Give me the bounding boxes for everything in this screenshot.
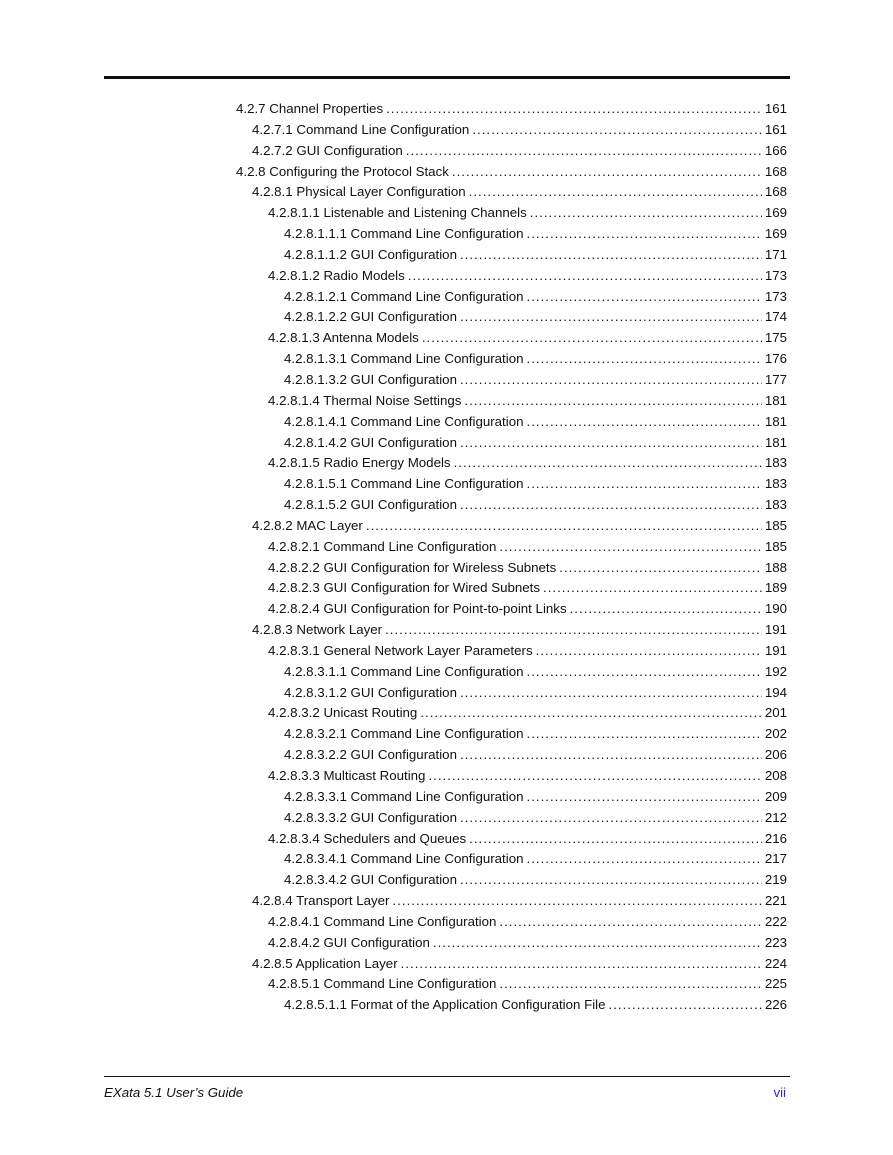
- footer-rule: [104, 1076, 790, 1077]
- toc-entry-page-number[interactable]: 189: [764, 580, 787, 596]
- toc-entry[interactable]: [236, 745, 787, 766]
- toc-entry[interactable]: [236, 870, 787, 891]
- toc-entry-title[interactable]: 4.2.8.3.4 Schedulers and Queues: [268, 830, 467, 846]
- toc-entry-page-number[interactable]: 175: [764, 330, 787, 346]
- toc-entry[interactable]: [236, 933, 787, 954]
- dot-leader: [460, 245, 762, 266]
- dot-leader: [454, 453, 762, 474]
- toc-entry-title[interactable]: 4.2.8.3.2.1 Command Line Configuration: [284, 726, 524, 742]
- toc-entry-title[interactable]: 4.2.7.2 GUI Configuration: [252, 142, 403, 158]
- toc-entry-page-number[interactable]: 181: [764, 392, 787, 408]
- toc-entry-page-number[interactable]: 181: [764, 413, 787, 429]
- toc-entry[interactable]: [236, 516, 787, 537]
- toc-entry-page-number[interactable]: 169: [764, 226, 787, 242]
- toc-entry-title[interactable]: 4.2.8.4.2 GUI Configuration: [268, 934, 430, 950]
- dot-leader: [408, 266, 762, 287]
- toc-entry-page-number[interactable]: 216: [764, 830, 787, 846]
- toc-entry[interactable]: [236, 995, 787, 1016]
- toc-entry[interactable]: [236, 266, 787, 287]
- dot-leader: [452, 162, 762, 183]
- toc-entry-page-number[interactable]: 185: [764, 517, 787, 533]
- toc-entry[interactable]: [236, 766, 787, 787]
- toc-entry-title[interactable]: 4.2.8.5 Application Layer: [252, 955, 398, 971]
- toc-entry-title[interactable]: 4.2.8.1.5 Radio Energy Models: [268, 455, 451, 471]
- dot-leader: [499, 537, 761, 558]
- dot-leader: [433, 933, 762, 954]
- toc-entry-title[interactable]: 4.2.8.1.2.1 Command Line Configuration: [284, 288, 524, 304]
- toc-entry-title[interactable]: 4.2.8.1.4 Thermal Noise Settings: [268, 392, 462, 408]
- toc-entry-page-number[interactable]: 171: [764, 246, 787, 262]
- toc-entry-title[interactable]: 4.2.8.1.1.2 GUI Configuration: [284, 246, 457, 262]
- toc-entry-title[interactable]: 4.2.8 Configuring the Protocol Stack: [236, 163, 449, 179]
- toc-entry-page-number[interactable]: 188: [764, 559, 787, 575]
- dot-leader: [420, 703, 762, 724]
- toc-entry-page-number[interactable]: 166: [764, 142, 787, 158]
- toc-entry-title[interactable]: 4.2.8.5.1.1 Format of the Application Configuration File: [284, 997, 606, 1013]
- dot-leader: [527, 412, 762, 433]
- toc-entry-page-number[interactable]: 212: [764, 809, 787, 825]
- header-rule: [104, 76, 790, 79]
- toc-entry-page-number[interactable]: 191: [764, 622, 787, 638]
- dot-leader: [527, 787, 762, 808]
- toc-entry[interactable]: [236, 724, 787, 745]
- toc-entry[interactable]: [236, 599, 787, 620]
- dot-leader: [464, 391, 761, 412]
- dot-leader: [527, 724, 762, 745]
- table-of-contents: [236, 99, 787, 1016]
- toc-entry-title[interactable]: 4.2.8.3.1.2 GUI Configuration: [284, 684, 457, 700]
- dot-leader: [460, 870, 762, 891]
- toc-entry[interactable]: [236, 974, 787, 995]
- toc-entry-title[interactable]: 4.2.8.1.5.2 GUI Configuration: [284, 497, 457, 513]
- toc-entry-title[interactable]: 4.2.8.2.2 GUI Configuration for Wireless Subnets: [268, 559, 557, 575]
- toc-entry-title[interactable]: 4.2.8.3.3 Multicast Routing: [268, 768, 426, 783]
- dot-leader: [469, 182, 762, 203]
- dot-leader: [499, 912, 761, 933]
- toc-entry-title[interactable]: 4.2.8.3.4.2 GUI Configuration: [284, 872, 457, 888]
- toc-entry-page-number[interactable]: 173: [764, 288, 787, 304]
- toc-entry-page-number[interactable]: 176: [764, 351, 787, 367]
- toc-entry-title[interactable]: 4.2.8.4 Transport Layer: [252, 893, 390, 909]
- toc-entry-page-number[interactable]: 192: [764, 663, 787, 679]
- toc-entry-page-number[interactable]: 173: [764, 267, 787, 283]
- toc-entry-title[interactable]: 4.2.8.3.1.1 Command Line Configuration: [284, 663, 524, 679]
- toc-entry[interactable]: [236, 578, 787, 599]
- toc-entry-title[interactable]: 4.2.8.3 Network Layer: [252, 622, 383, 638]
- toc-entry-title[interactable]: 4.2.8.2.3 GUI Configuration for Wired Subnets: [268, 580, 540, 596]
- dot-leader: [392, 891, 761, 912]
- toc-entry[interactable]: [236, 474, 787, 495]
- toc-entry[interactable]: [236, 120, 787, 141]
- toc-entry[interactable]: [236, 433, 787, 454]
- dot-leader: [570, 599, 762, 620]
- toc-entry-title[interactable]: 4.2.8.1 Physical Layer Configuration: [252, 184, 466, 200]
- dot-leader: [460, 307, 762, 328]
- dot-leader: [527, 849, 762, 870]
- toc-entry-title[interactable]: 4.2.8.3.2.2 GUI Configuration: [284, 747, 457, 763]
- toc-entry-page-number[interactable]: 185: [764, 538, 787, 554]
- footer-document-title: EXata 5.1 User’s Guide: [104, 1085, 244, 1100]
- toc-entry[interactable]: [236, 620, 787, 641]
- toc-entry[interactable]: [236, 224, 787, 245]
- toc-entry[interactable]: [236, 370, 787, 391]
- dot-leader: [536, 641, 762, 662]
- dot-leader: [527, 662, 762, 683]
- toc-entry-title[interactable]: 4.2.8.1.4.1 Command Line Configuration: [284, 413, 524, 429]
- toc-entry-title[interactable]: 4.2.7 Channel Properties: [236, 101, 384, 116]
- toc-entry-page-number[interactable]: 183: [764, 476, 787, 492]
- toc-entry[interactable]: [236, 641, 787, 662]
- toc-entry[interactable]: [236, 495, 787, 516]
- toc-entry-page-number[interactable]: 217: [764, 851, 787, 867]
- toc-entry-title[interactable]: 4.2.8.3.4.1 Command Line Configuration: [284, 851, 524, 867]
- toc-entry-title[interactable]: 4.2.8.2.4 GUI Configuration for Point-to-point Links: [268, 601, 567, 617]
- dot-leader: [527, 224, 762, 245]
- toc-entry-page-number[interactable]: 209: [764, 788, 787, 804]
- toc-entry-title[interactable]: 4.2.8.2.1 Command Line Configuration: [268, 538, 497, 554]
- dot-leader: [422, 328, 762, 349]
- dot-leader: [527, 349, 762, 370]
- toc-entry[interactable]: [236, 162, 787, 183]
- toc-entry[interactable]: [236, 99, 787, 120]
- toc-entry-title[interactable]: 4.2.8.1.4.2 GUI Configuration: [284, 434, 457, 450]
- toc-entry-page-number[interactable]: 161: [764, 101, 787, 116]
- toc-entry-title[interactable]: 4.2.8.1.5.1 Command Line Configuration: [284, 476, 524, 492]
- toc-entry-page-number[interactable]: 183: [764, 455, 787, 471]
- toc-entry[interactable]: [236, 829, 787, 850]
- toc-entry-page-number[interactable]: 226: [764, 997, 787, 1013]
- dot-leader: [499, 974, 761, 995]
- toc-entry-page-number[interactable]: 221: [764, 893, 787, 909]
- toc-entry-page-number[interactable]: 177: [764, 371, 787, 387]
- toc-entry[interactable]: [236, 391, 787, 412]
- dot-leader: [609, 995, 762, 1016]
- toc-entry-title[interactable]: 4.2.8.1.3 Antenna Models: [268, 330, 419, 346]
- toc-entry-page-number[interactable]: 168: [764, 163, 787, 179]
- toc-entry[interactable]: [236, 558, 787, 579]
- toc-entry[interactable]: [236, 849, 787, 870]
- toc-entry[interactable]: [236, 787, 787, 808]
- toc-entry[interactable]: [236, 912, 787, 933]
- toc-entry-title[interactable]: 4.2.8.3.1 General Network Layer Parameters: [268, 642, 533, 658]
- toc-entry[interactable]: [236, 662, 787, 683]
- dot-leader: [530, 203, 762, 224]
- toc-entry[interactable]: [236, 537, 787, 558]
- dot-leader: [460, 495, 762, 516]
- dot-leader: [460, 433, 762, 454]
- toc-entry[interactable]: [236, 891, 787, 912]
- toc-entry-page-number[interactable]: 201: [764, 705, 787, 721]
- toc-entry-title[interactable]: 4.2.8.1.2.2 GUI Configuration: [284, 309, 457, 325]
- dot-leader: [385, 620, 762, 641]
- dot-leader: [460, 370, 762, 391]
- dot-leader: [460, 745, 762, 766]
- toc-entry-page-number[interactable]: 225: [764, 976, 787, 992]
- dot-leader: [386, 99, 762, 120]
- toc-entry-title[interactable]: 4.2.8.1.1.1 Command Line Configuration: [284, 226, 524, 242]
- toc-entry-title[interactable]: 4.2.8.3.3.1 Command Line Configuration: [284, 788, 524, 804]
- toc-entry-page-number[interactable]: 194: [764, 684, 787, 700]
- dot-leader: [366, 516, 762, 537]
- toc-entry[interactable]: [236, 703, 787, 724]
- toc-entry-page-number[interactable]: 181: [764, 434, 787, 450]
- dot-leader: [543, 578, 762, 599]
- toc-entry-page-number[interactable]: 169: [764, 205, 787, 221]
- dot-leader: [527, 287, 762, 308]
- dot-leader: [406, 141, 762, 162]
- dot-leader: [460, 683, 762, 704]
- toc-entry-title[interactable]: 4.2.8.3.2 Unicast Routing: [268, 705, 418, 721]
- toc-entry-page-number[interactable]: 168: [764, 184, 787, 200]
- toc-entry-page-number[interactable]: 202: [764, 726, 787, 742]
- toc-entry[interactable]: [236, 453, 787, 474]
- toc-entry-title[interactable]: 4.2.8.1.3.1 Command Line Configuration: [284, 351, 524, 367]
- toc-entry-title[interactable]: 4.2.8.3.3.2 GUI Configuration: [284, 809, 457, 825]
- toc-entry-title[interactable]: 4.2.7.1 Command Line Configuration: [252, 121, 470, 137]
- toc-entry-title[interactable]: 4.2.8.4.1 Command Line Configuration: [268, 913, 497, 929]
- dot-leader: [472, 120, 761, 141]
- toc-entry-page-number[interactable]: 190: [764, 601, 787, 617]
- toc-entry-page-number[interactable]: 222: [764, 913, 787, 929]
- toc-entry[interactable]: [236, 203, 787, 224]
- toc-entry[interactable]: [236, 328, 787, 349]
- toc-entry-title[interactable]: 4.2.8.2 MAC Layer: [252, 517, 363, 533]
- toc-entry-page-number[interactable]: 223: [764, 934, 787, 950]
- dot-leader: [527, 474, 762, 495]
- toc-entry-page-number[interactable]: 183: [764, 497, 787, 513]
- toc-entry[interactable]: [236, 287, 787, 308]
- toc-entry[interactable]: [236, 683, 787, 704]
- toc-entry-title[interactable]: 4.2.8.1.2 Radio Models: [268, 267, 405, 283]
- toc-entry[interactable]: [236, 808, 787, 829]
- dot-leader: [559, 558, 762, 579]
- dot-leader: [401, 954, 762, 975]
- dot-leader: [460, 808, 762, 829]
- toc-entry-page-number[interactable]: 161: [764, 121, 787, 137]
- toc-entry[interactable]: [236, 141, 787, 162]
- toc-entry-page-number[interactable]: 206: [764, 747, 787, 763]
- toc-entry-page-number[interactable]: 219: [764, 872, 787, 888]
- footer-page-number: vii: [773, 1085, 786, 1100]
- toc-entry-title[interactable]: 4.2.8.1.3.2 GUI Configuration: [284, 371, 457, 387]
- toc-entry[interactable]: [236, 245, 787, 266]
- toc-entry-page-number[interactable]: 191: [764, 642, 787, 658]
- toc-entry[interactable]: [236, 307, 787, 328]
- dot-leader: [428, 766, 761, 787]
- toc-entry-page-number[interactable]: 224: [764, 955, 787, 971]
- toc-entry[interactable]: [236, 412, 787, 433]
- toc-entry-page-number[interactable]: 174: [764, 309, 787, 325]
- toc-entry[interactable]: [236, 349, 787, 370]
- toc-entry[interactable]: [236, 182, 787, 203]
- toc-entry[interactable]: [236, 954, 787, 975]
- toc-entry-page-number[interactable]: 208: [764, 768, 787, 783]
- toc-entry-title[interactable]: 4.2.8.1.1 Listenable and Listening Channels: [268, 205, 527, 221]
- dot-leader: [469, 829, 762, 850]
- toc-entry-title[interactable]: 4.2.8.5.1 Command Line Configuration: [268, 976, 497, 992]
